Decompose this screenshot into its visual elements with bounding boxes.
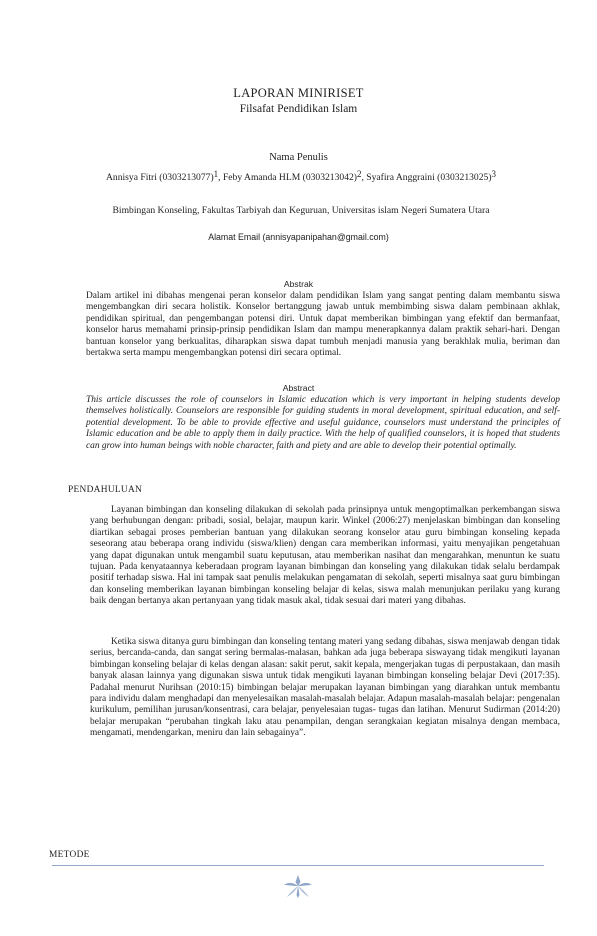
abstract-heading-id: Abstrak [283, 279, 314, 289]
ornament-flourish-icon [282, 873, 314, 899]
author-email: Alamat Email (annisyapanipahan@gmail.com) [208, 232, 389, 242]
footer-rule [52, 865, 544, 866]
intro-paragraph-2: Ketika siswa ditanya guru bimbingan dan konseling tentang materi yang sedang dibahas, siswa menjawab dengan tidak serius, bercanda-canda, dan sangat sering bermalas-malasan, bahkan ada juga beberapa siswayang tidak mengikuti layanan bimbingan konseling belajar di kelas dengan alasan: sakit perut, sakit kepala, mengerjakan tugas di perpustakaan, dan masih banyak alasan lainnya yang digunakan siswa untuk tidak mengikuti layanan bimbingan konseling belajar Devi (2017:35). Padahal menurut Nurihsan (2010:15) bimbingan belajar merupakan layanan bimbingan yang diarahkan untuk membantu para individu dalam menghadapi dan menyelesaikan masalah-masalah belajar. Adapun masalah-masalah belajar: pengenalan kurikulum, pemilihan jurusan/konsentrasi, cara belajar, penyelesaian tugas- tugas dan latihan. Menurut Sudirman (2014:20) belajar merupakan “perubahan tingkah laku atau penampilan, dengan serangkaian kegiatan misalnya dengan membaca, mengamati, mendengarkan, meniru dan lain sebagainya”. [90, 637, 560, 739]
abstract-heading-en: Abstract [282, 383, 315, 393]
section-heading-method: METODE [49, 850, 90, 860]
author-2: , Feby Amanda HLM (0303213042) [218, 172, 357, 183]
author-2-sup: 2 [356, 169, 362, 179]
abstract-text-en: This article discusses the role of counselors in Islamic education which is very important in helping students develop themselves holistically. Counselors are responsible for guiding students in moral development, spiritual education, and self-potential development. To be able to provide effective and useful guidance, counselors must understand the principles of Islamic education and be able to apply them in daily practice. With the help of qualified counselors, it is hoped that students can grow into human beings with noble character, faith and piety and are able to develop their potential optimally. [86, 395, 560, 451]
author-3-sup: 3 [491, 169, 497, 179]
intro-paragraph-1: Layanan bimbingan dan konseling dilakukan di sekolah pada prinsipnya untuk mengoptimalkan perkembangan siswa yang berhubungan dengan: pribadi, sosial, belajar, maupun karir. Winkel (2006:27) menjelaskan bimbingan dan konseling diartikan sebagai proses pemberian bantuan yang dilakukan seorang konselor atau guru bimbingan konseling kepada seseorang atau beberapa orang individu (siswa/klien) dengan cara memberikan informasi, yaitu menyajikan pengetahuan yang dapat digunakan untuk mengambil suatu keputusan, atau memberikan nasihat dan mengarahkan, menuntun ke suatu tujuan. Pada kenyataannya keberadaan program layanan bimbingan dan konseling yang dilakukan tidak selalu berdampak positif terhadap siswa. Hal ini tampak saat penulis melakukan pengamatan di sekolah, seperti misalnya saat guru bimbingan dan konseling memberikan layanan bimbingan konseling belajar di kelas, siswa malah menunjukan perilaku yang kurang baik dengan bertanya akan pertanyaan yang tidak masuk akal, tidak sesuai dari materi yang dibahas. [90, 505, 560, 607]
author-list [88, 166, 514, 186]
paper-subtitle: Filsafat Pendidikan Islam [239, 103, 358, 115]
abstract-text-id: Dalam artikel ini dibahas mengenai peran konselor dalam pendidikan Islam yang sangat penting dalam membantu siswa mengembangkan diri secara holistik. Konselor bertanggung jawab untuk membimbing siswa dalam pembinaan akhlak, pendidikan spiritual, dan pengembangan potensi diri. Untuk dapat memberikan bimbingan yang efektif dan bermanfaat, konselor harus memahami prinsip-prinsip pendidikan Islam dan mampu menerapkannya dalam praktik sehari-hari. Dengan bantuan konselor yang berkualitas, diharapkan siswa dapat tumbuh menjadi manusia yang berakhlak mulia, beriman dan bertakwa serta mampu mengembangkan potensi diri secara optimal. [86, 291, 560, 359]
author-3: , Syafira Anggraini (0303213025) [361, 172, 492, 183]
paper-title: LAPORAN MINIRISET [233, 86, 364, 100]
authors-label: Nama Penulis [269, 152, 328, 163]
section-heading-introduction: PENDAHULUAN [68, 485, 143, 495]
affiliation: Bimbingan Konseling, Fakultas Tarbiyah dan Keguruan, Universitas islam Negeri Sumatera Utara [112, 205, 490, 216]
author-1-sup: 1 [213, 169, 219, 179]
author-1: Annisya Fitri (0303213077) [105, 172, 214, 183]
